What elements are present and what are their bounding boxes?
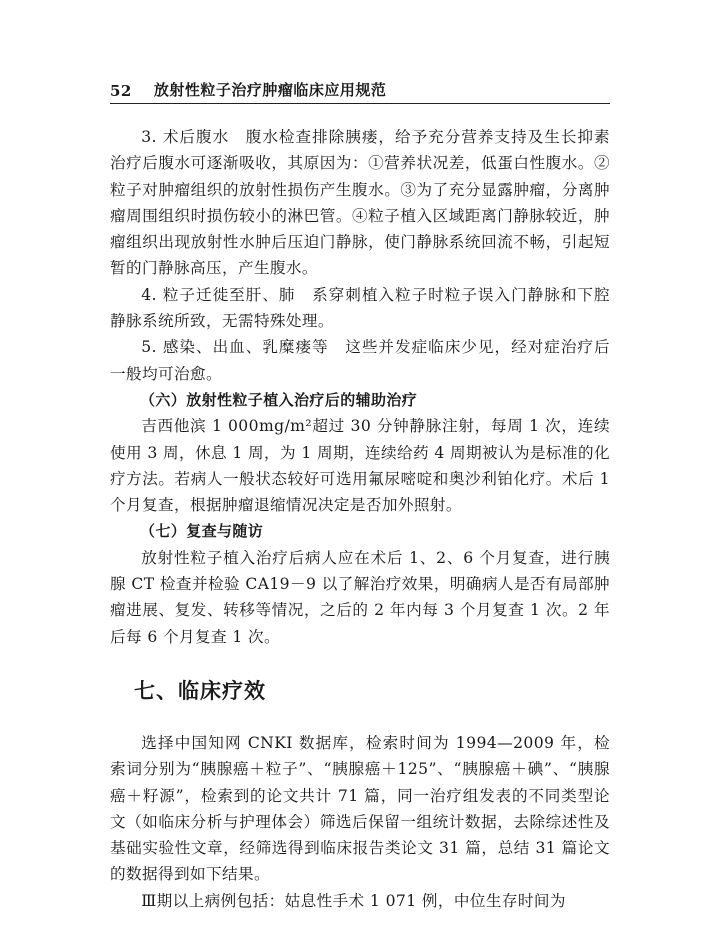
paragraph-postop-ascites: 3. 术后腹水 腹水检查排除胰瘘，给予充分营养支持及生长抑素治疗后腹水可逐渐吸收，其原因为：①营养状况差，低蛋白性腹水。②粒子对肿瘤组织的放射性损伤产生腹水。③为了充分显露肿瘤，分离肿瘤周围组织时损伤较小的淋巴管。④粒子植入区域距离门静脉较近，肿瘤组织出现放射性水肿后压迫门静脉，使门静脉系统回流不畅，引起短暂的门静脉高压，产生腹水。	[110, 128, 610, 278]
paragraph-seed-migration: 4. 粒子迁徙至肝、肺 系穿刺植入粒子时粒子误入门静脉和下腔静脉系统所致，无需特殊处理。	[110, 285, 610, 331]
paragraph-literature-search: 选择中国知网 CNKI 数据库，检索时间为 1994—2009 年，检索词分别为“胰腺癌＋粒子”、“胰腺癌＋125”、“胰腺癌＋碘”、“胰腺癌＋籽源”，检索到的论文共计 71 篇，同一治疗组发表的不同类型论文（如临床分析与护理体会）筛选后保留一组统计数据，去除综述性及基础实验性文章，经筛选得到临床报告类论文 31 篇，总结 31 篇论文的数据得到如下结果。	[110, 733, 610, 884]
section-title-clinical-efficacy: 七、临床疗效	[134, 678, 266, 703]
page-number: 52	[110, 82, 132, 100]
paragraph-stage-three: Ⅲ期以上病例包括：姑息性手术 1 071 例，中位生存时间为	[141, 891, 566, 910]
book-title: 放射性粒子治疗肿瘤临床应用规范	[153, 81, 387, 99]
subheading-followup: （七）复查与随访	[140, 522, 264, 541]
header-rule	[110, 103, 610, 104]
paragraph-gemcitabine: 吉西他滨 1 000mg/m²超过 30 分钟静脉注射，每周 1 次，连续使用 3 周，休息 1 周，为 1 周期，连续给药 4 周期被认为是标准的化疗方法。若病人一般状态较好可选用氟尿嘧啶和奥沙利铂化疗。术后 1 个月复查，根据肿瘤退缩情况决定是否加外照射。	[110, 417, 610, 515]
paragraph-infection: 5. 感染、出血、乳糜瘘等 这些并发症临床少见，经对症治疗后一般均可治愈。	[110, 338, 610, 383]
paragraph-followup: 放射性粒子植入治疗后病人应在术后 1、2、6 个月复查，进行胰腺 CT 检查并检验 CA19－9 以了解治疗效果，明确病人是否有局部肿瘤进展、复发、转移等情况，之后的 2 年内每 3 个月复查 1 次。2 年后每 6 个月复查 1 次。	[110, 548, 610, 646]
running-head	[110, 74, 610, 100]
page-body	[110, 124, 610, 914]
subheading-adjuvant-therapy: （六）放射性粒子植入治疗后的辅助治疗	[140, 390, 418, 409]
